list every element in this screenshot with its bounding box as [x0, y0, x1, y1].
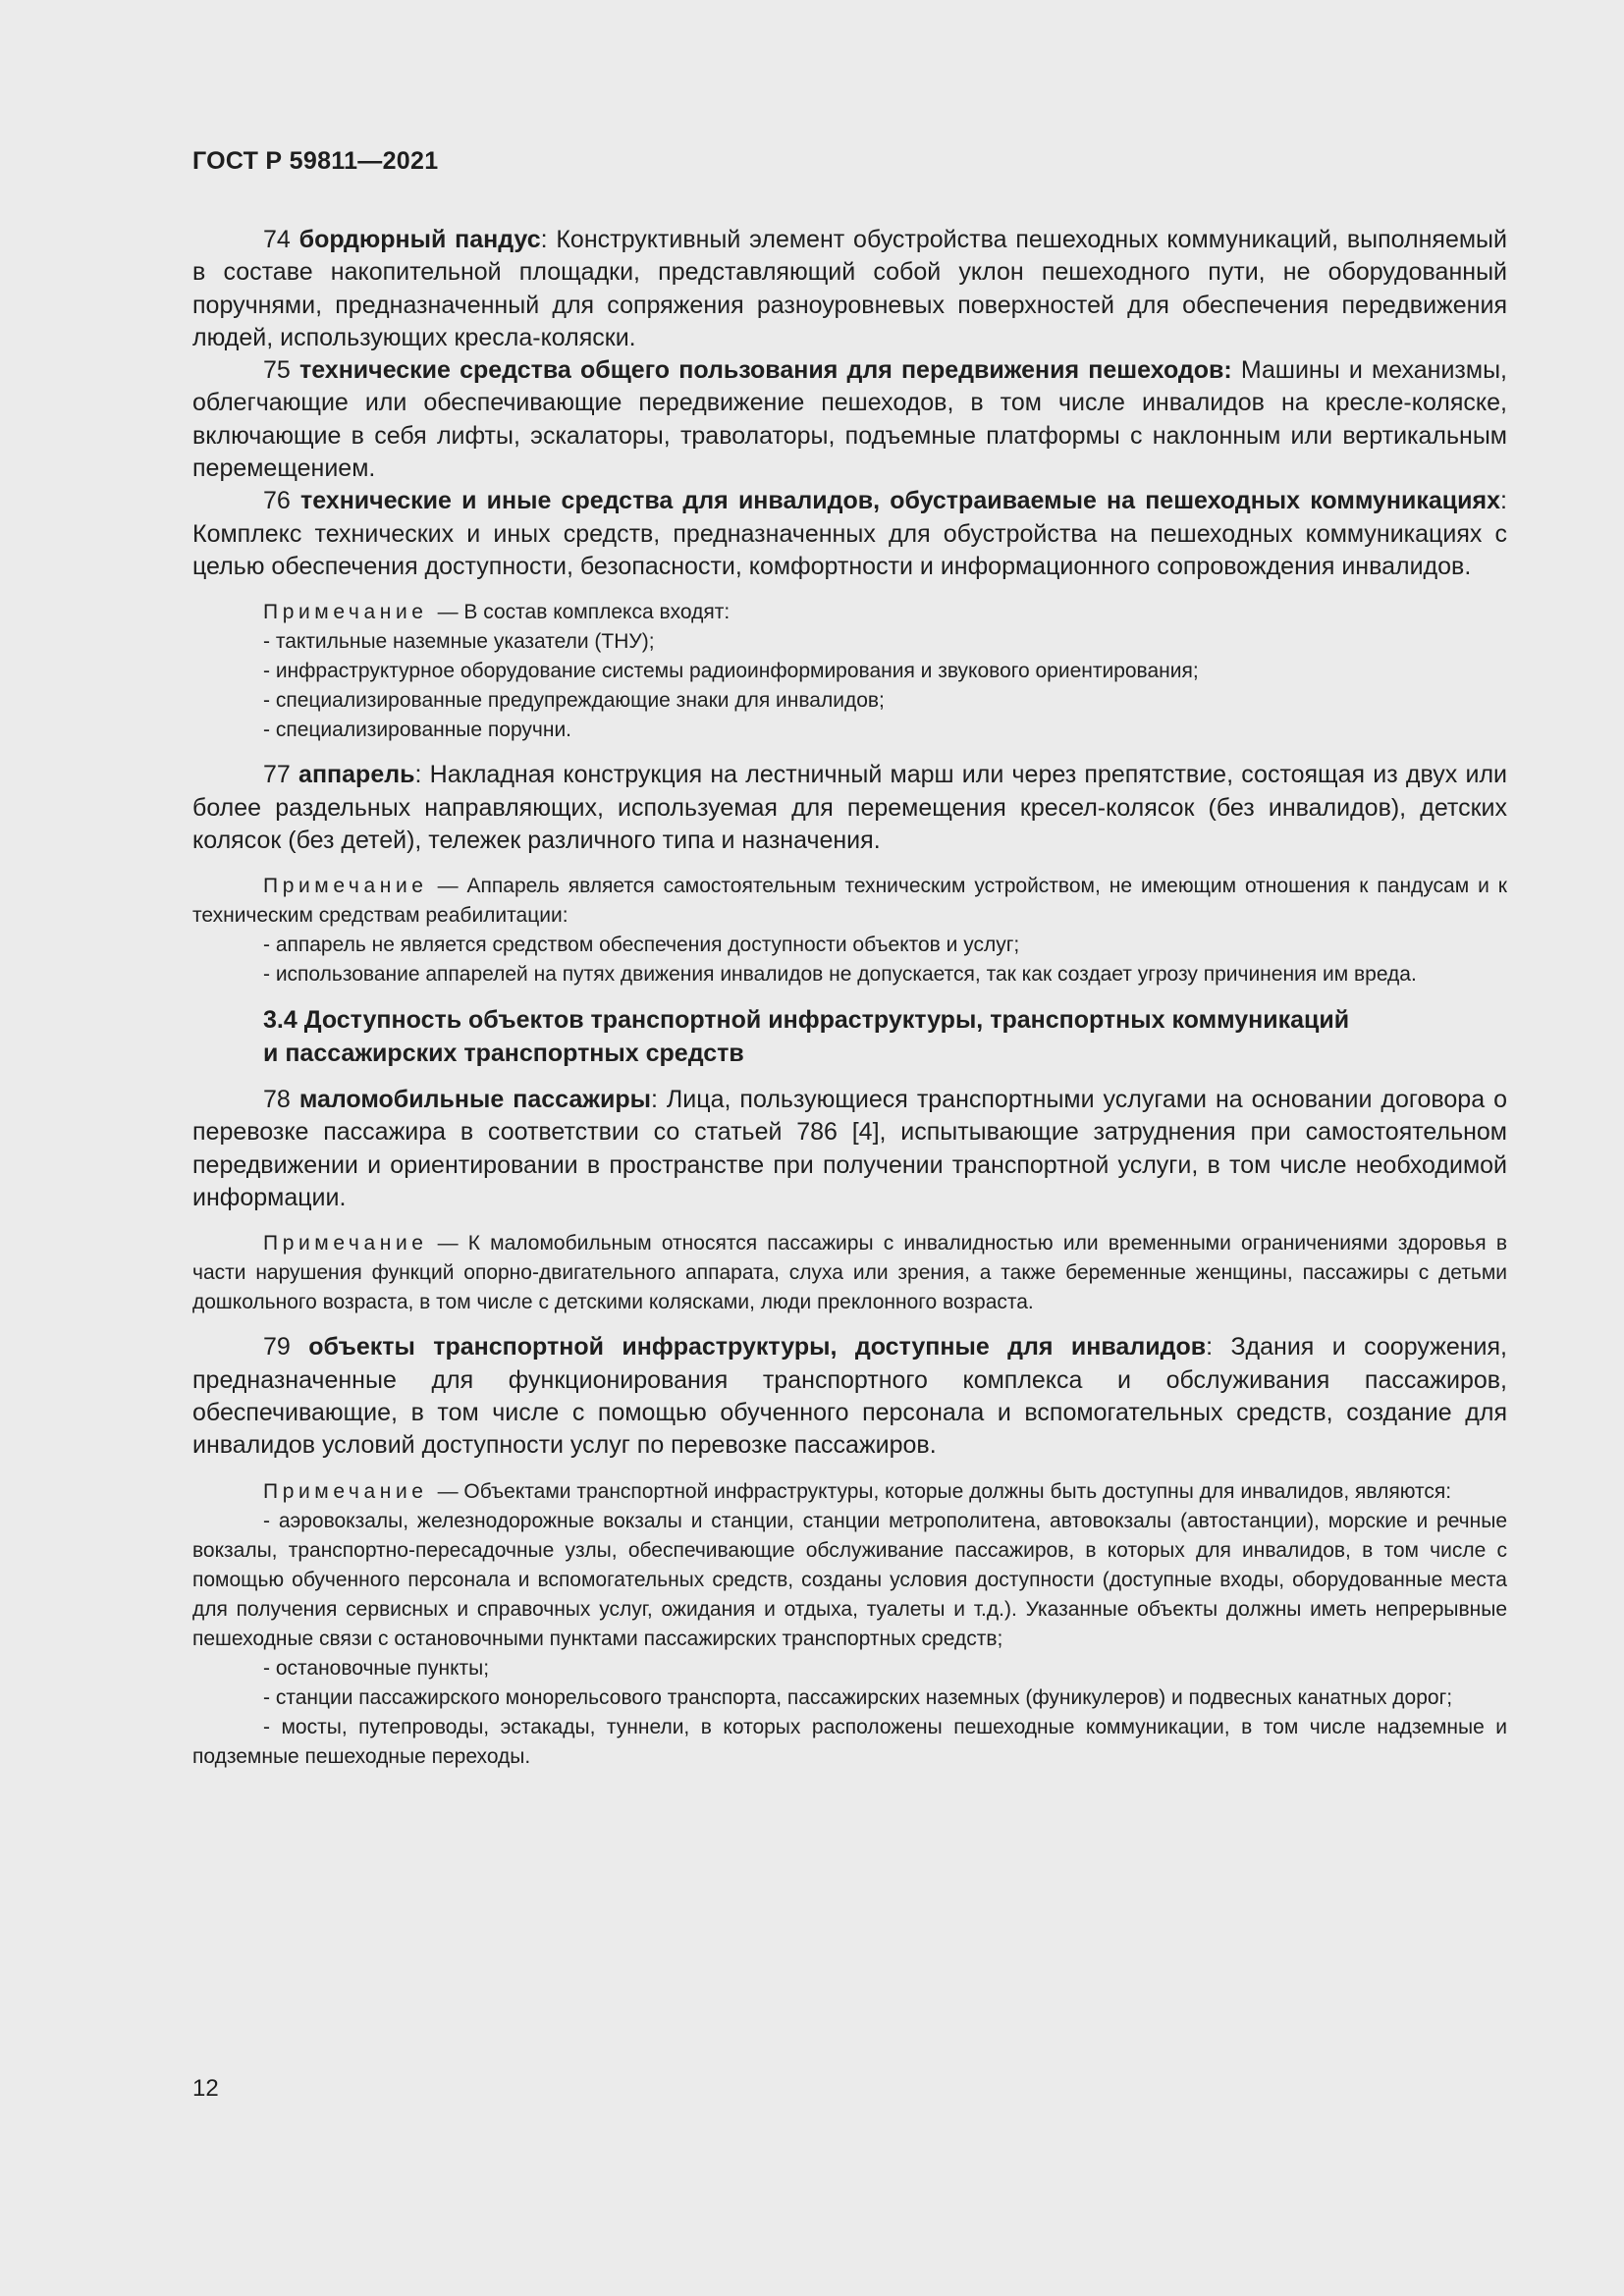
note-list-item: - специализированные поручни.	[263, 719, 572, 742]
document-body	[192, 224, 1507, 1786]
term-title: бордюрный пандус	[298, 226, 541, 253]
term-number: 74	[263, 226, 291, 253]
note-intro: Примечание — Аппарель является самостоятельным техническим устройством, не имеющим отношения к пандусам и к техническим средствам реабилитации:	[192, 875, 1507, 928]
term-entry-77	[192, 759, 1507, 857]
note-label: Примечание	[263, 875, 428, 898]
note-list-item: - инфраструктурное оборудование системы радиоинформирования и звукового ориентирования;	[263, 660, 1199, 683]
note-intro: Примечание — К маломобильным относятся пассажиры с инвалидностью или временными ограничениями здоровья в части нарушения функций опорно-двигательного аппарата, слуха или зрения, а также беременные женщины, пассажиры с детьми дошкольного возраста, в том числе с детскими колясками, люди преклонного возраста.	[192, 1232, 1507, 1314]
term-number: 77	[263, 761, 291, 789]
term-definition: : Лица, пользующиеся транспортными услугами на основании договора о перевозке пассажира в соответствии со статьей 786 [4], испытывающие затруднения при самостоятельном передвижении и ориентировании в пространстве при получении транспортной услуги, в том числе необходимой информации.	[192, 1086, 1507, 1212]
term-title: аппарель	[298, 761, 415, 789]
note-list-item: - использование аппарелей на путях движения инвалидов не допускается, так как создает угрозу причинения им вреда.	[263, 963, 1417, 987]
term-definition: : Здания и сооружения, предназначенные для функционирования транспортного комплекса и обслуживания пассажиров, обеспечивающие, в том числе с помощью обученного персонала и вспомогательных средств, создание для инвалидов условий доступности услуг по перевозке пассажиров.	[192, 1333, 1508, 1460]
term-entry-76	[192, 485, 1507, 583]
term-entry-78	[192, 1084, 1507, 1214]
document-id-header: ГОСТ Р 59811—2021	[192, 147, 439, 175]
section-heading-line: 3.4 Доступность объектов транспортной инфраструктуры, транспортных коммуникаций	[263, 1006, 1350, 1035]
section-heading-3-4	[192, 1003, 1507, 1070]
term-entry-75	[192, 354, 1507, 485]
term-number: 79	[263, 1333, 291, 1362]
term-entry-79	[192, 1331, 1507, 1462]
note-79	[192, 1477, 1507, 1772]
note-list-item: - станции пассажирского монорельсового транспорта, пассажирских наземных (фуникулеров) и подвесных канатных дорог;	[263, 1685, 1453, 1709]
term-definition: : Накладная конструкция на лестничный марш или через препятствие, состоящая из двух или более раздельных направляющих, используемая для перемещения кресел-колясок (без инвалидов), детских колясок (без детей), тележек различного типа и назначения.	[192, 761, 1507, 854]
term-entry-74	[192, 224, 1507, 354]
note-intro: Примечание — В состав комплекса входят:	[263, 601, 731, 624]
note-label: Примечание	[263, 1479, 428, 1503]
note-list-item: - аппарель не является средством обеспечения доступности объектов и услуг;	[263, 934, 1020, 957]
note-label: Примечание	[263, 601, 428, 624]
term-title: технические средства общего пользования для передвижения пешеходов:	[298, 356, 1232, 385]
note-list-item: - тактильные наземные указатели (ТНУ);	[263, 630, 655, 654]
section-heading-line: и пассажирских транспортных средств	[263, 1040, 744, 1068]
term-definition: Машины и механизмы, облегчающие или обеспечивающие передвижение пешеходов, в том числе инвалидов на кресле-коляске, включающие в себя лифты, эскалаторы, траволаторы, подъемные платформы с наклонным или вертикальным перемещением.	[192, 356, 1507, 483]
note-77	[192, 872, 1507, 989]
term-number: 75	[263, 356, 291, 385]
note-list-item: - остановочные пункты;	[263, 1656, 490, 1680]
note-list-item: - аэровокзалы, железнодорожные вокзалы и станции, станции метрополитена, автовокзалы (автостанции), морские и речные вокзалы, транспортно-пересадочные узлы, обеспечивающие обслуживание пассажиров, в которых для инвалидов, в том числе с помощью обученного персонала и вспомогательных средств, созданы условия доступности (доступные входы, оборудованные места для получения сервисных и справочных услуг, ожидания и отдыха, туалеты и т.д.). Указанные объекты должны иметь непрерывные пешеходные связи с остановочными пунктами пассажирских транспортных средств;	[192, 1509, 1507, 1650]
term-number: 76	[263, 487, 291, 515]
term-definition: : Комплекс технических и иных средств, предназначенных для обустройства на пешеходных коммуникациях с целью обеспечения доступности, безопасности, комфортности и информационного сопровождения инвалидов.	[192, 487, 1507, 580]
note-intro: Примечание — Объектами транспортной инфраструктуры, которые должны быть доступны для инвалидов, являются:	[263, 1479, 1452, 1503]
note-78	[192, 1229, 1507, 1317]
term-number: 78	[263, 1086, 291, 1114]
term-title: объекты транспортной инфраструктуры, доступные для инвалидов	[308, 1333, 1207, 1362]
page-number: 12	[192, 2075, 219, 2102]
note-list-item: - мосты, путепроводы, эстакады, туннели, в которых расположены пешеходные коммуникации, в том числе надземные и подземные пешеходные переходы.	[192, 1715, 1507, 1768]
note-list-item: - специализированные предупреждающие знаки для инвалидов;	[263, 689, 885, 713]
term-title: технические и иные средства для инвалидов, обустраиваемые на пешеходных коммуникациях	[299, 487, 1501, 515]
term-definition: : Конструктивный элемент обустройства пешеходных коммуникаций, выполняемый в составе накопительной площадки, представляющий собой уклон пешеходного пути, не оборудованный поручнями, предназначенный для сопряжения разноуровневых поверхностей для обеспечения передвижения людей, использующих кресла-коляски.	[192, 226, 1507, 351]
term-title: маломобильные пассажиры	[298, 1086, 651, 1114]
note-label: Примечание	[263, 1232, 428, 1255]
note-76	[192, 598, 1507, 745]
